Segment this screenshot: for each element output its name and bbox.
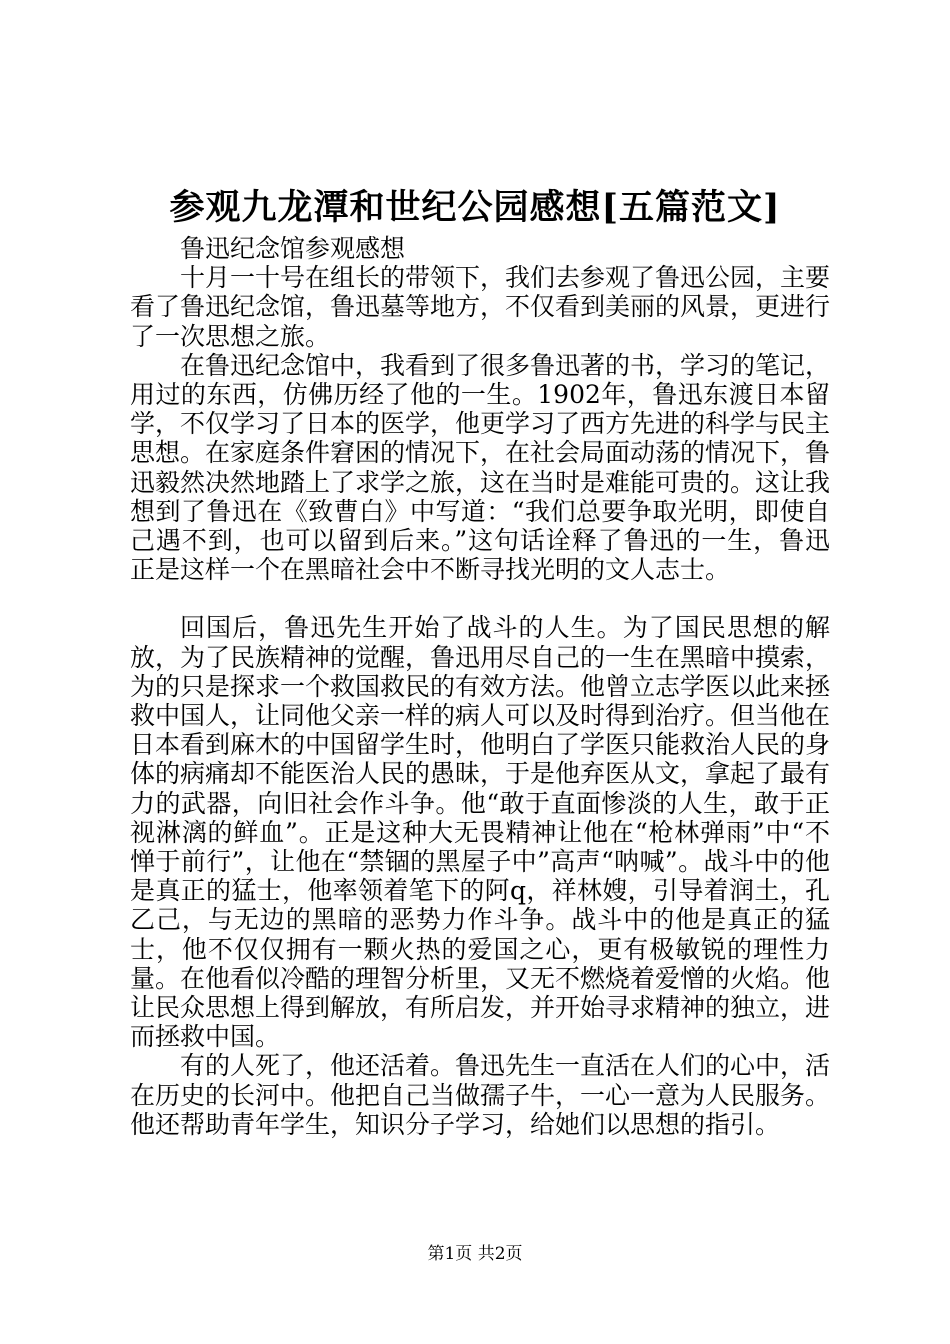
paragraph-2: 在鲁迅纪念馆中，我看到了很多鲁迅著的书，学习的笔记，用过的东西，仿佛历经了他的一生。1902年，鲁迅东渡日本留学，不仅学习了日本的医学，他更学习了西方先进的科学与民主思想。在家庭条件窘困的情况下，在社会局面动荡的情况下，鲁迅毅然决然地踏上了求学之旅，这在当时是难能可贵的。这让我想到了鲁迅在《致曹白》中写道：“我们总要争取光明，即使自己遇不到，也可以留到后来。”这句话诠释了鲁迅的一生，鲁迅正是这样一个在黑暗社会中不断寻找光明的文人志士。	[130, 350, 831, 585]
page-number: 第1页 共2页	[427, 1244, 523, 1264]
paragraph-4: 有的人死了，他还活着。鲁迅先生一直活在人们的心中，活在历史的长河中。他把自己当做孺子牛，一心一意为人民服务。他还帮助青年学生，知识分子学习，给她们以思想的指引。	[130, 1051, 831, 1139]
document-title: 参观九龙潭和世纪公园感想[五篇范文]	[169, 187, 781, 228]
section-subtitle: 鲁迅纪念馆参观感想	[180, 234, 406, 263]
paragraph-gap	[130, 584, 830, 613]
paragraph-3: 回国后，鲁迅先生开始了战斗的人生。为了国民思想的解放，为了民族精神的觉醒，鲁迅用尽自己的一生在黑暗中摸索，为的只是探求一个救国救民的有效方法。他曾立志学医以此来拯救中国人，让同他父亲一样的病人可以及时得到治疗。但当他在日本看到麻木的中国留学生时，他明白了学医只能救治人民的身体的病痛却不能医治人民的愚昧，于是他弃医从文，拿起了最有力的武器，向旧社会作斗争。他“敢于直面惨淡的人生，敢于正视淋漓的鲜血”。正是这种大无畏精神让他在“枪林弹雨”中“不惮于前行”，让他在“禁锢的黑屋子中”高声“呐喊”。战斗中的他是真正的猛士，他率领着笔下的阿q，祥林嫂，引导着润土，孔乙己，与无边的黑暗的恶势力作斗争。战斗中的他是真正的猛士，他不仅仅拥有一颗火热的爱国之心，更有极敏锐的理性力量。在他看似冷酷的理智分析里，又无不燃烧着爱憎的火焰。他让民众思想上得到解放，有所启发，并开始寻求精神的独立，进而拯救中国。	[130, 613, 831, 1052]
paragraph-1: 十月一十号在组长的带领下，我们去参观了鲁迅公园，主要看了鲁迅纪念馆，鲁迅墓等地方，不仅看到美丽的风景，更进行了一次思想之旅。	[130, 263, 831, 351]
document-body	[130, 234, 830, 1139]
